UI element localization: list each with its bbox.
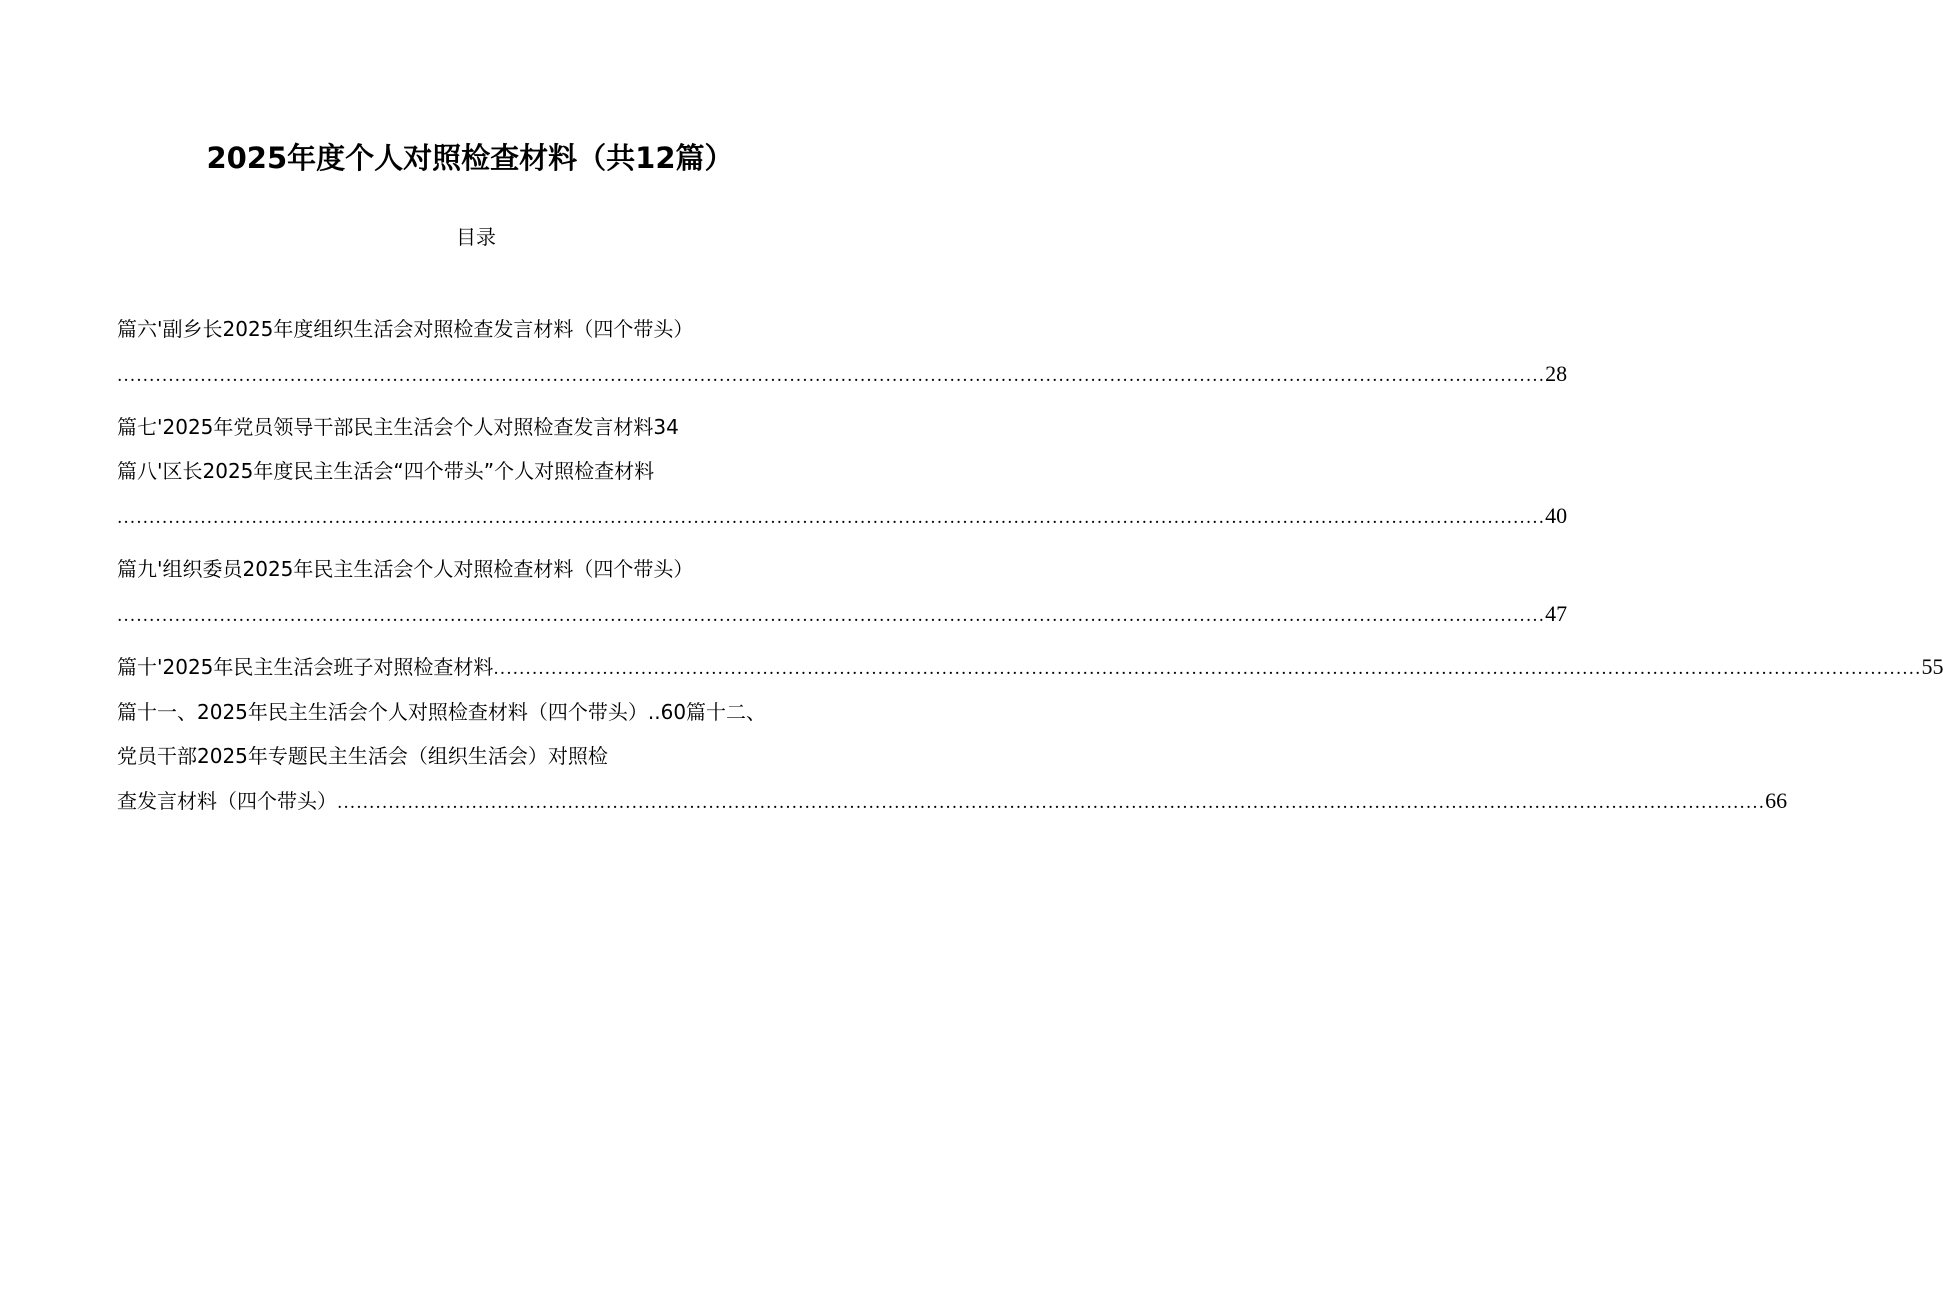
dot-leader: ............................................................................................................................................................................................................................... [117,606,1546,626]
dot-leader: ............................................................................................................................................................................................................................... [117,508,1546,528]
dot-leader: ............................................................................................................................................................................................................................... [117,366,1546,386]
toc-entry-12 [117,785,1788,819]
page-title: 2025年度个人对照检查材料（共12篇） [206,141,734,175]
toc-entry-9-page: 47 [1545,601,1568,626]
toc-entry-8-leader-line [117,500,1568,534]
toc-entry-7-title: 篇七'2025年党员领导干部民主生活会个人对照检查发言材料34 [117,415,679,439]
toc-entry-9-leader-line [117,598,1568,632]
toc-entry-10 [117,651,1943,685]
dot-leader: ............................................................................................................................................................................................................................... [493,659,1922,679]
toc-entry-11-title: 篇十一、2025年民主生活会个人对照检查材料（四个带头）..60篇十二、 [117,700,767,724]
toc-entry-10-page: 55 [1921,654,1943,679]
toc-heading: 目录 [456,225,496,249]
toc-entry-9-title: 篇九'组织委员2025年民主生活会个人对照检查材料（四个带头） [117,557,694,581]
toc-entry-6-title: 篇六'副乡长2025年度组织生活会对照检查发言材料（四个带头） [117,317,694,341]
toc-entry-12-title-line-2: 查发言材料（四个带头） [117,789,337,813]
dot-leader: ............................................................................................................................................................................................................................... [337,793,1766,813]
toc-entry-10-title: 篇十'2025年民主生活会班子对照检查材料 [117,655,494,679]
toc-entry-12-title-line-1: 党员干部2025年专题民主生活会（组织生活会）对照检 [117,744,608,768]
toc-entry-6-page: 28 [1545,361,1568,386]
toc-entry-8-page: 40 [1545,503,1568,528]
toc-entry-12-page: 66 [1765,788,1788,813]
toc-entry-6-leader-line [117,358,1568,392]
toc-entry-8-title: 篇八'区长2025年度民主生活会“四个带头”个人对照检查材料 [117,459,655,483]
